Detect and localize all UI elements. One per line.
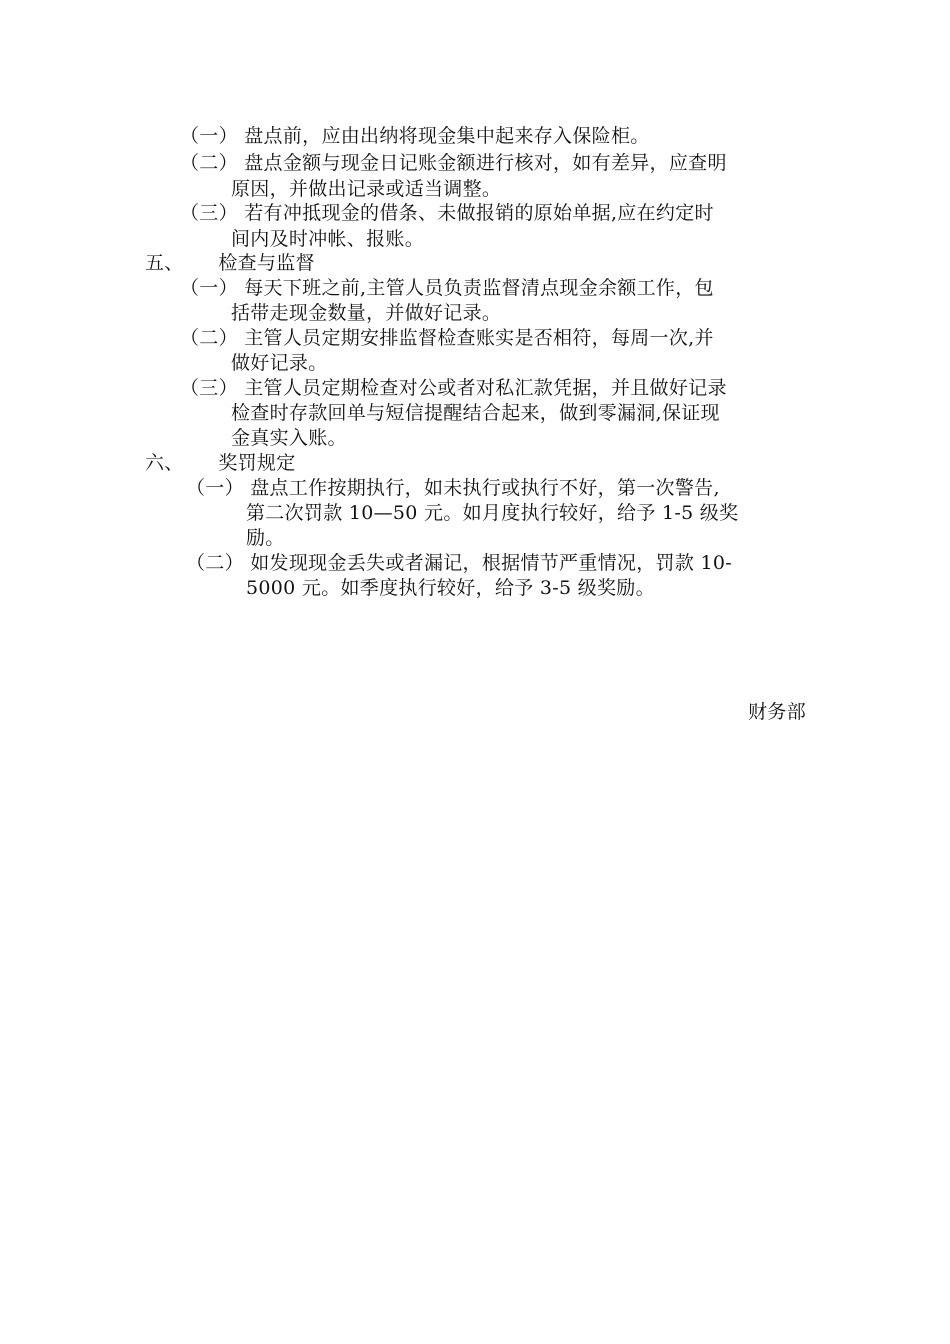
item-5-2-line-1	[180, 326, 714, 350]
item-text: 如发现现金丢失或者漏记，根据情节严重情况，罚款 10-	[250, 552, 732, 574]
item-number: （二）	[180, 152, 238, 174]
item-number: （一）	[186, 477, 244, 499]
section-title: 检查与监督	[218, 252, 315, 274]
item-text: 盘点工作按期执行，如未执行或执行不好，第一次警告,	[250, 477, 720, 499]
section-number: 五、	[145, 252, 184, 274]
item-4-3-line-1	[180, 201, 714, 225]
item-5-3-line-3	[231, 426, 347, 450]
item-6-1-line-1	[186, 476, 720, 500]
item-5-1-line-1	[180, 276, 714, 300]
item-number: （二）	[186, 552, 244, 574]
item-text: 若有冲抵现金的借条、未做报销的原始单据,应在约定时	[244, 202, 714, 224]
item-number: （一）	[180, 125, 238, 147]
section-6-heading	[145, 451, 296, 475]
section-title: 奖罚规定	[218, 452, 296, 474]
item-text: 做好记录。	[231, 352, 328, 374]
signature-department: 财务部	[748, 701, 806, 723]
item-5-3-line-1	[180, 376, 727, 400]
item-6-2-line-1	[186, 551, 732, 575]
item-4-1-line-1	[180, 124, 650, 148]
item-text: 主管人员定期安排监督检查账实是否相符，每周一次,并	[244, 327, 714, 349]
item-text: 原因，并做出记录或适当调整。	[231, 178, 502, 200]
item-text: 励。	[246, 527, 285, 549]
item-number: （三）	[180, 202, 238, 224]
item-4-3-line-2	[231, 227, 424, 251]
item-4-2-line-1	[180, 151, 727, 175]
item-5-1-line-2	[231, 301, 501, 325]
section-number: 六、	[145, 452, 184, 474]
item-4-2-line-2	[231, 177, 501, 201]
item-text: 每天下班之前,主管人员负责监督清点现金余额工作，包	[244, 277, 714, 299]
item-text: 5000 元。如季度执行较好，给予 3-5 级奖励。	[246, 577, 655, 599]
item-text: 检查时存款回单与短信提醒结合起来，做到零漏洞,保证现	[231, 402, 720, 424]
item-6-2-line-2	[246, 576, 655, 600]
item-5-3-line-2	[231, 401, 720, 425]
item-text: 盘点金额与现金日记账金额进行核对，如有差异，应查明	[244, 152, 727, 174]
section-5-heading	[145, 251, 315, 275]
item-number: （一）	[180, 277, 238, 299]
item-5-2-line-2	[231, 351, 328, 375]
item-text: 第二次罚款 10—50 元。如月度执行较好，给予 1-5 级奖	[246, 502, 739, 524]
item-text: 金真实入账。	[231, 427, 347, 449]
item-text: 括带走现金数量，并做好记录。	[231, 302, 502, 324]
item-6-1-line-3	[246, 526, 285, 550]
item-number: （三）	[180, 377, 238, 399]
item-text: 主管人员定期检查对公或者对私汇款凭据，并且做好记录	[244, 377, 727, 399]
item-number: （二）	[180, 327, 238, 349]
item-6-1-line-2	[246, 501, 738, 525]
item-text: 间内及时冲帐、报账。	[231, 228, 425, 250]
item-text: 盘点前，应由出纳将现金集中起来存入保险柜。	[244, 125, 650, 147]
